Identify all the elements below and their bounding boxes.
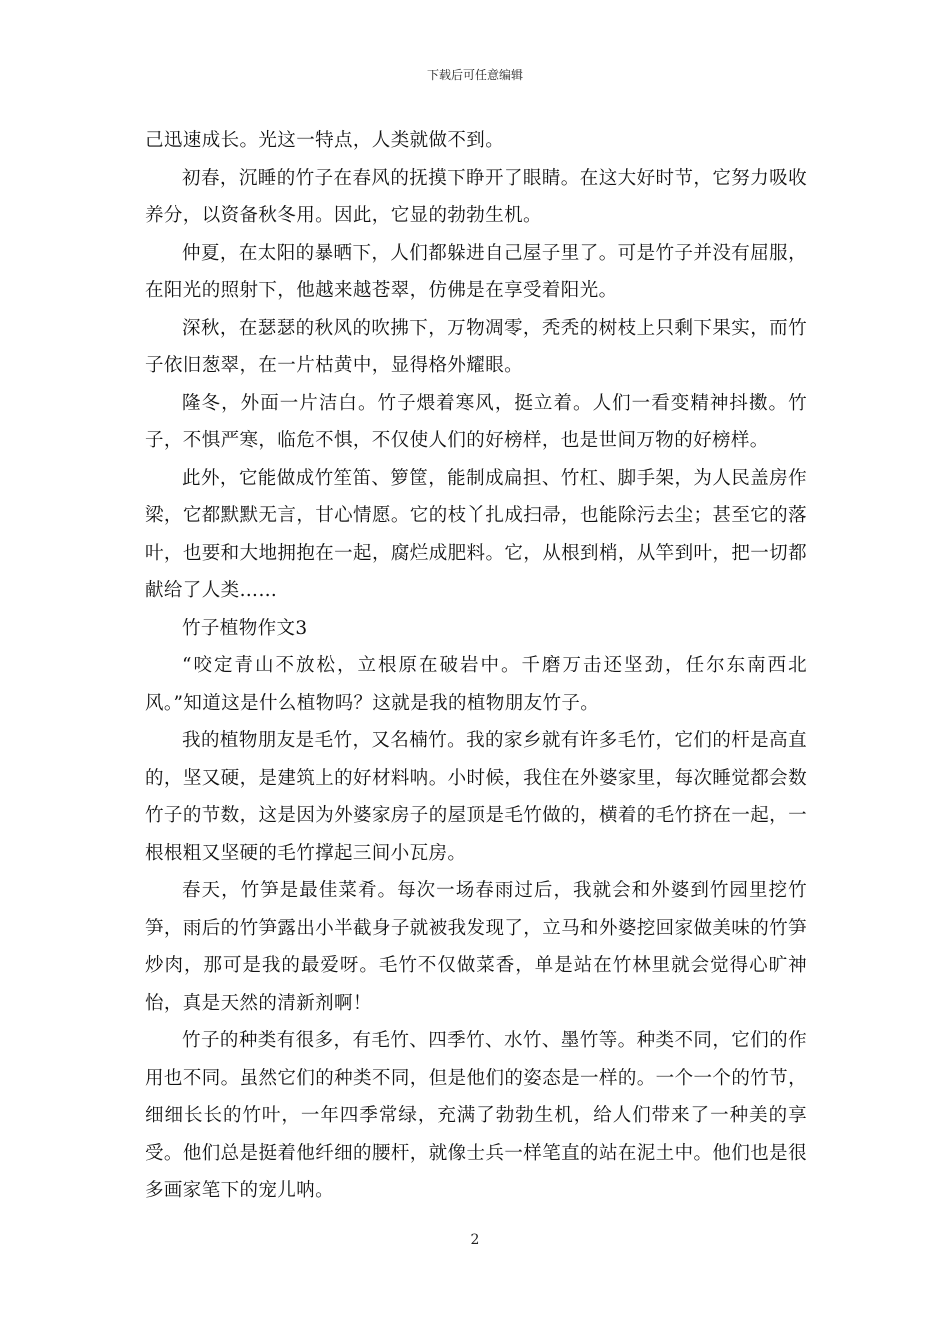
- paragraph: 此外，它能做成竹笙笛、箩筐，能制成扁担、竹杠、脚手架，为人民盖房作梁，它都默默无言，甘心情愿。它的枝丫扎成扫帚，也能除污去尘；甚至它的落叶，也要和大地拥抱在一起，腐烂成肥料。它，从根到梢，从竿到叶，把一切都献给了人类……: [145, 467, 807, 601]
- page-header: 下载后可任意编辑: [426, 68, 523, 82]
- paragraph: 仲夏，在太阳的暴晒下，人们都躲进自己屋子里了。可是竹子并没有屈服，在阳光的照射下，他越来越苍翠，仿佛是在享受着阳光。: [145, 242, 807, 301]
- paragraph: 春天，竹笋是最佳菜肴。每次一场春雨过后，我就会和外婆到竹园里挖竹笋，雨后的竹笋露出小半截身子就被我发现了，立马和外婆挖回家做美味的竹笋炒肉，那可是我的最爱呀。毛竹不仅做菜香，单是站在竹林里就会觉得心旷神怡，真是天然的清新剂啊！: [145, 880, 807, 1014]
- paragraph: 己迅速成长。光这一特点，人类就做不到。: [145, 130, 505, 151]
- page-number: 2: [470, 1232, 480, 1248]
- section-heading: 竹子植物作文3: [182, 617, 308, 639]
- paragraph: 深秋，在瑟瑟的秋风的吹拂下，万物凋零，秃秃的树枝上只剩下果实，而竹子依旧葱翠，在一片枯黄中，显得格外耀眼。: [145, 317, 807, 376]
- paragraph: 隆冬，外面一片洁白。竹子煨着寒风，挺立着。人们一看变精神抖擞。竹子，不惧严寒，临危不惧，不仅使人们的好榜样，也是世间万物的好榜样。: [145, 392, 807, 451]
- paragraph: 初春，沉睡的竹子在春风的抚摸下睁开了眼睛。在这大好时节，它努力吸收养分，以资备秋冬用。因此，它显的勃勃生机。: [145, 167, 807, 226]
- paragraph: 竹子的种类有很多，有毛竹、四季竹、水竹、墨竹等。种类不同，它们的作用也不同。虽然它们的种类不同，但是他们的姿态是一样的。一个一个的竹节，细细长长的竹叶，一年四季常绿，充满了勃勃生机，给人们带来了一种美的享受。他们总是挺着他纤细的腰杆，就像士兵一样笔直的站在泥土中。他们也是很多画家笔下的宠儿呐。: [145, 1030, 807, 1201]
- paragraph: “咬定青山不放松，立根原在破岩中。千磨万击还坚劲，任尔东南西北风。”知道这是什么植物吗？这就是我的植物朋友竹子。: [145, 655, 807, 714]
- paragraph: 我的植物朋友是毛竹，又名楠竹。我的家乡就有许多毛竹，它们的杆是高直的，坚又硬，是建筑上的好材料呐。小时候，我住在外婆家里，每次睡觉都会数竹子的节数，这是因为外婆家房子的屋顶是毛竹做的，横着的毛竹挤在一起，一根根粗又坚硬的毛竹撑起三间小瓦房。: [145, 730, 807, 864]
- document-body: [145, 122, 807, 1210]
